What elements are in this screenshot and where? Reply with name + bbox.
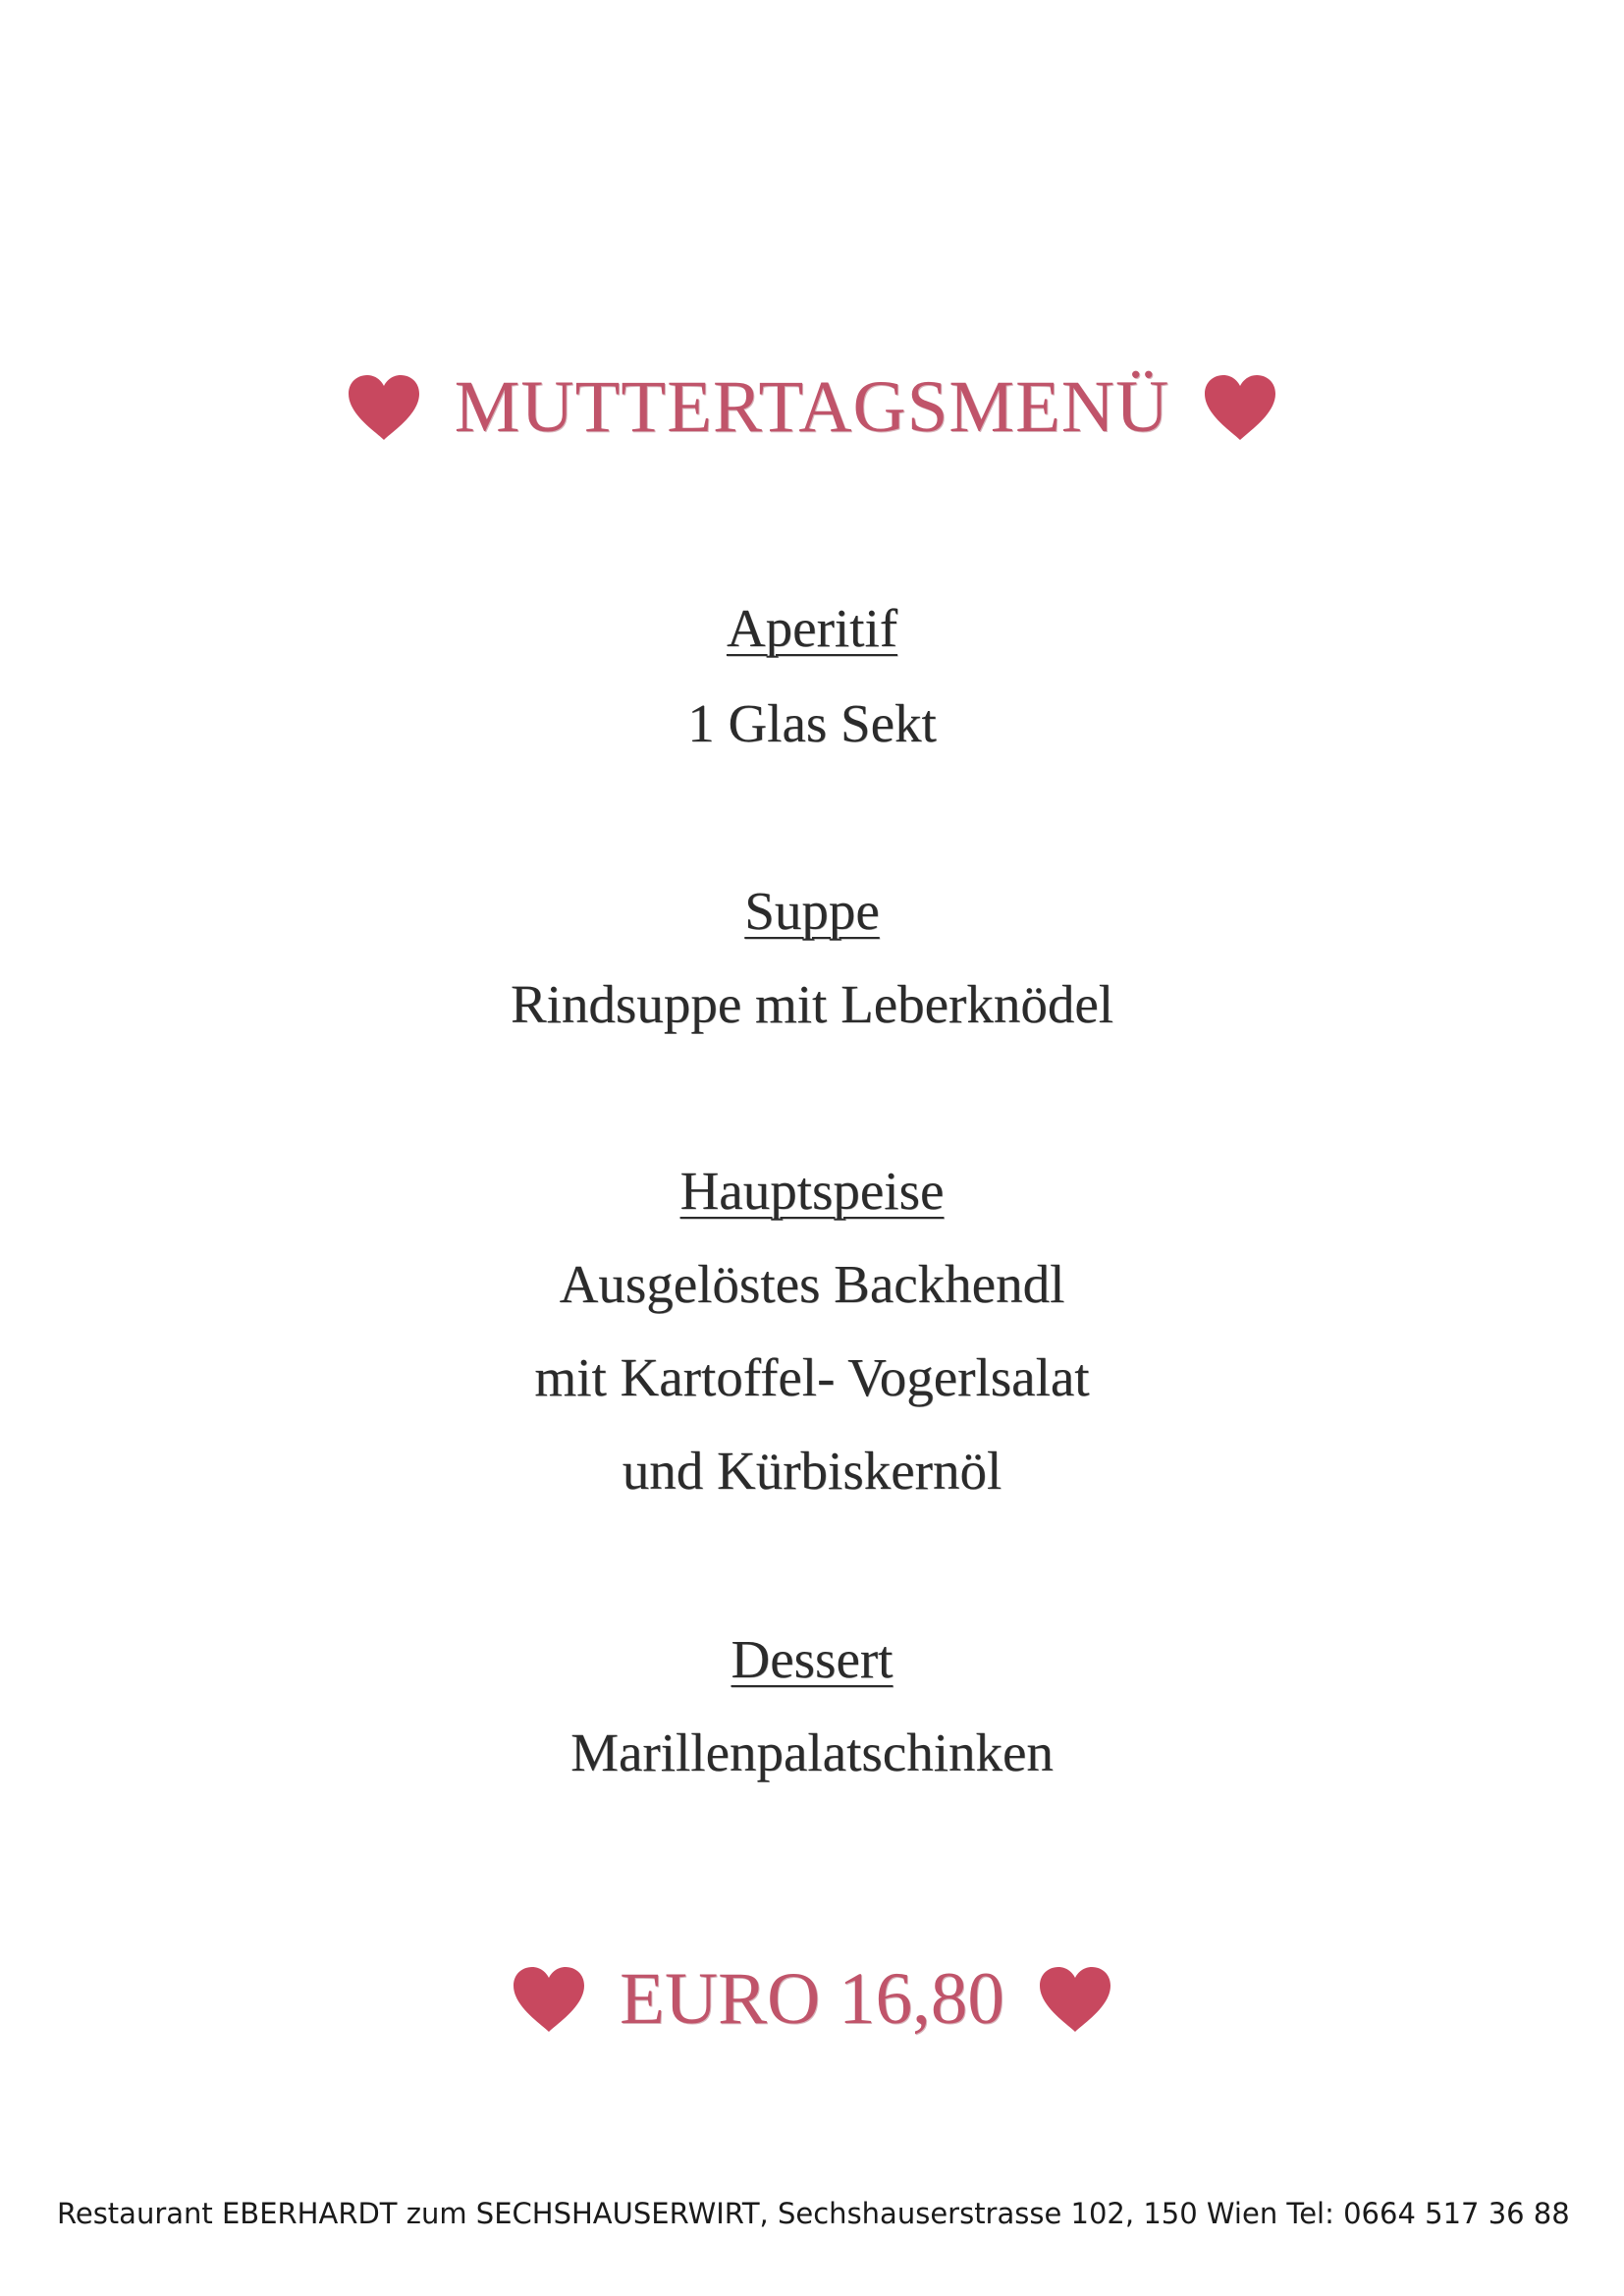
course-item: Ausgelöstes Backhendl bbox=[559, 1254, 1065, 1314]
course-item: und Kürbiskernöl bbox=[622, 1441, 1002, 1501]
course-aperitif bbox=[0, 594, 1624, 663]
course-dessert bbox=[0, 1625, 1624, 1694]
heart-icon bbox=[347, 373, 421, 442]
heart-icon bbox=[1038, 1965, 1112, 2034]
course-item: Rindsuppe mit Leberknödel bbox=[510, 974, 1114, 1034]
heart-icon bbox=[512, 1965, 586, 2034]
course-hauptspeise bbox=[0, 1157, 1624, 1226]
course-heading: Hauptspeise bbox=[679, 1161, 945, 1221]
course-heading: Dessert bbox=[731, 1629, 893, 1689]
course-heading: Suppe bbox=[744, 881, 880, 941]
course-item: mit Kartoffel- Vogerlsalat bbox=[534, 1347, 1090, 1407]
price-row bbox=[0, 1950, 1624, 2049]
course-heading: Aperitif bbox=[726, 598, 898, 658]
course-item: Marillenpalatschinken bbox=[570, 1722, 1054, 1782]
course-suppe bbox=[0, 877, 1624, 946]
title-row bbox=[0, 358, 1624, 457]
restaurant-footer: Restaurant EBERHARDT zum SECHSHAUSERWIRT, Sechshauserstrasse 102, 150 Wien Tel: 0664 517 36 88 bbox=[57, 2197, 1570, 2230]
heart-icon bbox=[1203, 373, 1277, 442]
course-item: 1 Glas Sekt bbox=[687, 693, 937, 753]
menu-title: MUTTERTAGSMENÜ bbox=[454, 366, 1170, 448]
menu-price: EURO 16,80 bbox=[620, 1958, 1004, 2040]
